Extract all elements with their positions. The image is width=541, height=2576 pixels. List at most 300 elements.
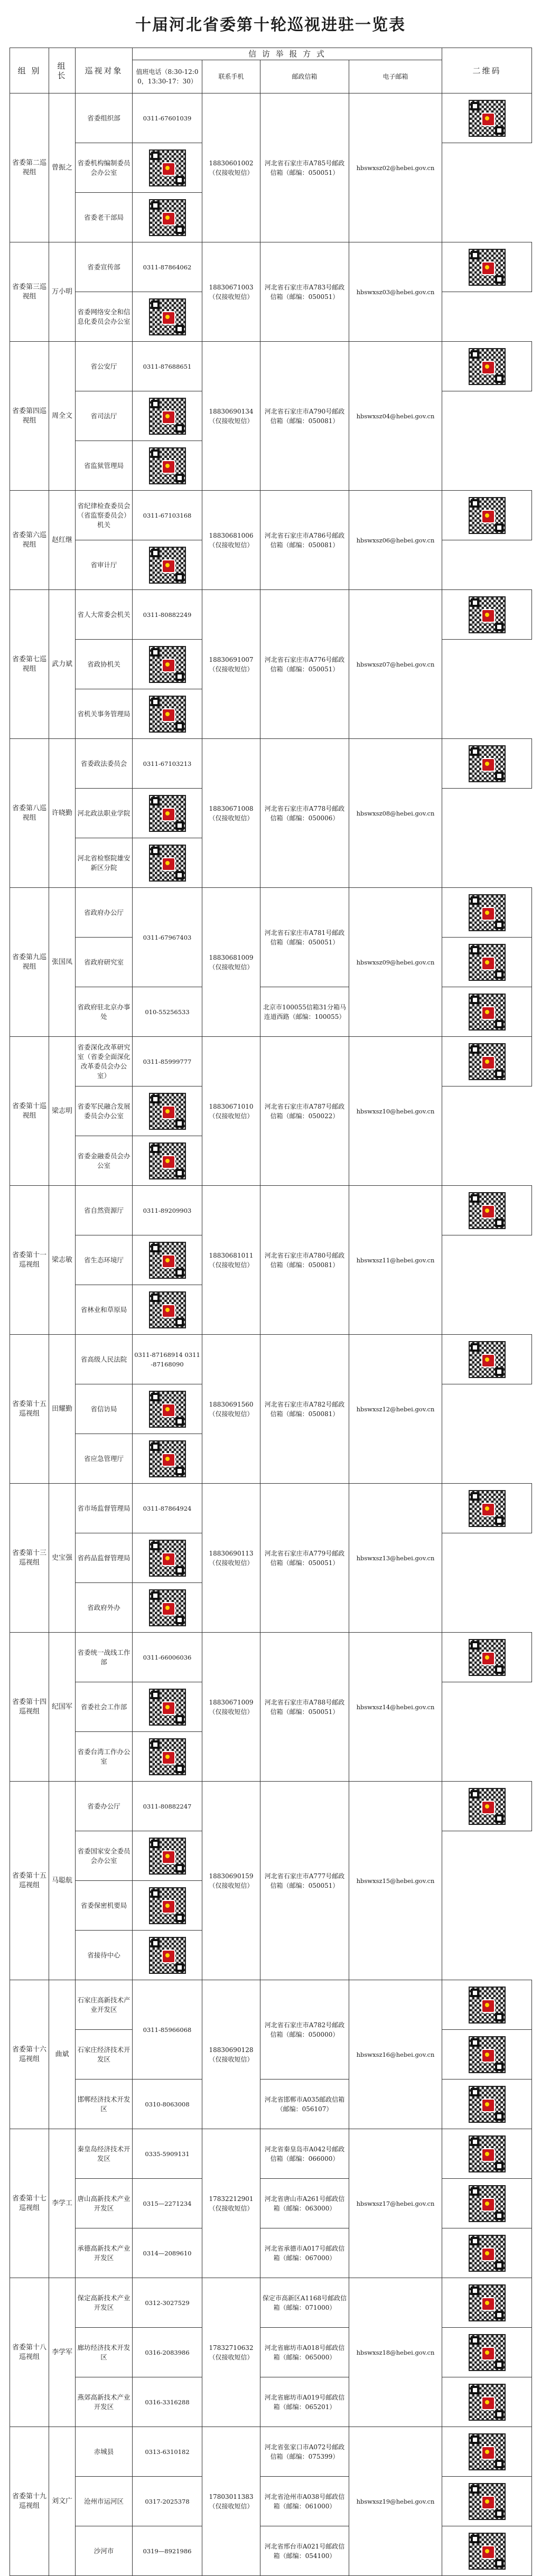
table-row [10,1335,532,1384]
duty-phone: 0315—2271234 [133,2179,202,2228]
qr-code-icon[interactable] [469,745,506,782]
group-name: 省委第七巡视组 [10,590,49,739]
email-address: hbswxsz07@hebei.gov.cn [349,590,442,739]
table-row [10,2377,532,2427]
postal-box: 河北省唐山市A261号邮政信箱（邮编：063000） [260,2179,349,2228]
emblem-icon [162,857,175,871]
duty-phone: 0311-87168914 0311-87168090 [133,1335,202,1384]
qr-code-icon[interactable] [149,845,186,882]
qr-code-cell [133,193,202,242]
qr-code-icon[interactable] [149,398,186,435]
qr-code-cell [133,1533,202,1583]
table-row [10,342,532,391]
emblem-icon [162,1453,175,1467]
qr-code-icon[interactable] [149,1093,186,1130]
group-name: 省委第三巡视组 [10,242,49,342]
col-header-address: 邮政信箱 [260,60,349,93]
table-row [10,2427,532,2477]
qr-code-icon[interactable] [469,1490,506,1527]
inspection-target: 省信访局 [76,1384,133,1434]
emblem-icon [162,1254,175,1268]
email-address: hbswxsz16@hebei.gov.cn [349,1980,442,2129]
duty-phone: 0311-85966068 [133,1980,202,2079]
inspection-target: 省生态环境厅 [76,1235,133,1285]
qr-code-cell [442,590,532,640]
table-row [10,242,532,292]
emblem-icon [162,1403,175,1417]
table-row [10,2129,532,2179]
group-leader: 纪国军 [49,1633,76,1782]
emblem-icon [481,957,495,970]
email-address: hbswxsz14@hebei.gov.cn [349,1633,442,1782]
duty-phone: 0311-85999777 [133,1037,202,1086]
qr-code-cell [133,1384,202,1434]
qr-code-icon[interactable] [469,2086,506,2123]
qr-code-cell [442,1980,532,2030]
qr-code-icon[interactable] [469,249,506,286]
table-row [10,2278,532,2328]
emblem-icon [162,559,175,573]
qr-code-cell [442,1782,532,1831]
duty-phone: 0311-87864062 [133,242,202,292]
group-leader: 曾振之 [49,93,76,242]
qr-code-cell [442,739,532,789]
contact-mobile: 17832710632（仅接收短信） [202,2278,260,2427]
inspection-target: 沙河市 [76,2526,133,2576]
qr-code-icon[interactable] [469,348,506,385]
postal-box: 河北省石家庄市A786号邮政信箱（邮编：050081） [260,491,349,590]
emblem-icon [162,1106,175,1119]
table-row [10,2079,532,2129]
inspection-target: 省应急管理厅 [76,1434,133,1484]
col-header-email: 电子邮箱 [349,60,442,93]
postal-box: 河北省石家庄市A776号邮政信箱（邮编：050051） [260,590,349,739]
group-name: 省委第十巡视组 [10,1037,49,1186]
qr-code-cell [133,1732,202,1782]
qr-code-icon[interactable] [469,2533,506,2570]
contact-mobile: 18830690113（仅接收短信） [202,1484,260,1633]
inspection-target: 省委机构编制委员会办公室 [76,143,133,193]
postal-box: 河北省石家庄市A788号邮政信箱（邮编：050051） [260,1633,349,1782]
qr-code-icon[interactable] [469,1639,506,1676]
emblem-icon [162,659,175,672]
qr-code-icon[interactable] [469,2483,506,2520]
qr-code-icon[interactable] [149,646,186,683]
emblem-icon [162,212,175,226]
emblem-icon [481,1205,495,1219]
inspection-target: 省政府研究室 [76,938,133,987]
qr-code-cell [133,1881,202,1931]
qr-code-icon[interactable] [149,1937,186,1974]
qr-code-cell [442,2129,532,2179]
contact-mobile: 18830671010（仅接收短信） [202,1037,260,1186]
inspection-target: 省监狱管理局 [76,441,133,491]
group-leader: 周全文 [49,342,76,491]
col-header-target: 巡视对象 [76,48,133,93]
postal-box: 河北省承德市A017号邮政信箱（邮编：067000） [260,2228,349,2278]
emblem-icon [162,1850,175,1864]
emblem-icon [481,1652,495,1665]
qr-code-cell [442,342,532,391]
qr-code-cell [442,93,532,143]
duty-phone: 0311-67103168 [133,491,202,540]
qr-code-icon[interactable] [469,1987,506,2024]
qr-code-cell [133,689,202,739]
table-row [10,739,532,789]
inspection-table [10,48,532,2576]
duty-phone: 0311-67601039 [133,93,202,143]
inspection-target: 省委统一战线工作部 [76,1633,133,1682]
postal-box: 河北省廊坊市A018号邮政信箱（邮编：065000） [260,2328,349,2377]
emblem-icon [481,2049,495,2063]
inspection-target: 省委政法委员会 [76,739,133,789]
qr-code-cell [133,1235,202,1285]
qr-code-cell [133,391,202,441]
table-row [10,1037,532,1086]
page-title: 十届河北省委第十轮巡视进驻一览表 [135,16,406,34]
qr-code-cell [442,2477,532,2526]
emblem-icon [481,2198,495,2212]
qr-code-cell [442,1186,532,1235]
inspection-target: 承德高新技术产业开发区 [76,2228,133,2278]
emblem-icon [162,808,175,821]
emblem-icon [162,311,175,325]
postal-box: 河北省石家庄市A781号邮政信箱（邮编：050051） [260,888,349,987]
qr-code-icon[interactable] [149,1689,186,1726]
inspection-target: 省政协机关 [76,640,133,689]
inspection-target: 石家庄高新技术产业开发区 [76,1980,133,2030]
qr-code-icon[interactable] [149,547,186,584]
inspection-target: 省药品监督管理局 [76,1533,133,1583]
qr-code-cell [133,1086,202,1136]
col-header-qr: 二维码 [442,48,532,93]
emblem-icon [481,1999,495,2013]
group-leader: 李学军 [49,2278,76,2427]
table-row [10,590,532,640]
inspection-target: 省司法厅 [76,391,133,441]
postal-box: 北京市100055信箱31分箱马连道西路（邮编：100055） [260,987,349,1037]
inspection-target: 廊坊经济技术开发区 [76,2328,133,2377]
email-address: hbswxsz04@hebei.gov.cn [349,342,442,491]
table-row [10,491,532,540]
duty-phone: 0316-3316288 [133,2377,202,2427]
postal-box: 河北省石家庄市A785号邮政信箱（邮编：050051） [260,93,349,242]
inspection-target: 省委社会工作部 [76,1682,133,1732]
inspection-target: 省委办公厅 [76,1782,133,1831]
qr-code-cell [442,2377,532,2427]
col-header-leader: 组 长 [49,48,76,93]
qr-code-icon[interactable] [149,447,186,484]
inspection-target: 省委宣传部 [76,242,133,292]
duty-phone: 0335-5909131 [133,2129,202,2179]
group-name: 省委第十一巡视组 [10,1186,49,1335]
group-name: 省委第十八巡视组 [10,2278,49,2427]
group-leader: 梁志明 [49,1037,76,1186]
inspection-target: 省政府外办 [76,1583,133,1633]
col-header-group: 组 别 [10,48,49,93]
postal-box: 河北省石家庄市A780号邮政信箱（邮编：050081） [260,1186,349,1335]
emblem-icon [162,1900,175,1914]
qr-code-icon[interactable] [149,1738,186,1775]
qr-code-cell [133,1931,202,1980]
emblem-icon [481,1503,495,1516]
qr-code-icon[interactable] [149,696,186,733]
group-leader: 李学工 [49,2129,76,2278]
duty-phone: 0311-89209903 [133,1186,202,1235]
email-address: hbswxsz11@hebei.gov.cn [349,1186,442,1335]
qr-code-icon[interactable] [469,894,506,931]
inspection-target: 省委网络安全和信息化委员会办公室 [76,292,133,342]
emblem-icon [162,1304,175,1318]
table-row [10,987,532,1037]
qr-code-icon[interactable] [469,2433,506,2470]
contact-mobile: 18830691560（仅接收短信） [202,1335,260,1484]
group-leader: 许晓勤 [49,739,76,888]
qr-code-icon[interactable] [149,149,186,186]
qr-code-icon[interactable] [149,1440,186,1477]
inspection-target: 邯郸经济技术开发区 [76,2079,133,2129]
emblem-icon [481,2247,495,2261]
qr-code-icon[interactable] [469,2284,506,2321]
qr-code-icon[interactable] [149,1540,186,1577]
email-address: hbswxsz15@hebei.gov.cn [349,1782,442,1980]
emblem-icon [481,261,495,275]
qr-code-cell [442,1633,532,1682]
emblem-icon [162,1552,175,1566]
emblem-icon [481,907,495,921]
qr-code-cell [133,838,202,888]
qr-code-cell [133,1682,202,1732]
group-name: 省委第四巡视组 [10,342,49,491]
inspection-target: 省政府办公厅 [76,888,133,938]
qr-code-icon[interactable] [469,1043,506,1080]
col-header-mobile: 联系手机 [202,60,260,93]
contact-mobile: 18830601002（仅接收短信） [202,93,260,242]
emblem-icon [481,1056,495,1070]
inspection-target: 省接待中心 [76,1931,133,1980]
col-header-phone: 值班电话（8:30-12:00，13:30-17：30） [133,60,202,93]
inspection-target: 沧州市运河区 [76,2477,133,2526]
qr-code-icon[interactable] [469,944,506,981]
contact-mobile: 18830690128（仅接收短信） [202,1980,260,2129]
qr-code-icon[interactable] [149,795,186,832]
qr-code-icon[interactable] [149,1142,186,1179]
table-row [10,2526,532,2576]
qr-code-icon[interactable] [469,1788,506,1825]
qr-code-icon[interactable] [149,298,186,335]
contact-mobile: 18830681006（仅接收短信） [202,491,260,590]
qr-code-icon[interactable] [469,2334,506,2371]
group-name: 省委第十七巡视组 [10,2129,49,2278]
group-name: 省委第九巡视组 [10,888,49,1037]
inspection-target: 省委组织部 [76,93,133,143]
qr-code-cell [133,1583,202,1633]
qr-code-cell [133,789,202,838]
qr-code-icon[interactable] [469,497,506,534]
group-leader: 张国凤 [49,888,76,1037]
table-row [10,1782,532,1831]
group-leader: 田耀勤 [49,1335,76,1484]
email-address: hbswxsz18@hebei.gov.cn [349,2278,442,2427]
inspection-target: 省政府驻北京办事处 [76,987,133,1037]
table-row [10,888,532,938]
qr-code-icon[interactable] [149,1242,186,1279]
emblem-icon [481,2396,495,2410]
group-name: 省委第六巡视组 [10,491,49,590]
contact-mobile: 18830671008（仅接收短信） [202,739,260,888]
inspection-target: 燕郊高新技术产业开发区 [76,2377,133,2427]
contact-mobile: 18830691007（仅接收短信） [202,590,260,739]
inspection-target: 省人大常委会机关 [76,590,133,640]
table-row [10,1186,532,1235]
group-name: 省委第十九巡视组 [10,2427,49,2576]
group-name: 省委第十四巡视组 [10,1633,49,1782]
emblem-icon [481,2545,495,2559]
inspection-target: 秦皇岛经济技术开发区 [76,2129,133,2179]
emblem-icon [481,609,495,623]
qr-code-icon[interactable] [469,2235,506,2272]
qr-code-icon[interactable] [469,994,506,1031]
postal-box: 河北省廊坊市A019号邮政信箱（邮编：065201） [260,2377,349,2427]
qr-code-cell [133,640,202,689]
contact-mobile: 18830671003（仅接收短信） [202,242,260,342]
emblem-icon [162,1950,175,1963]
contact-mobile: 17832212901（仅接收短信） [202,2129,260,2278]
qr-code-icon[interactable] [469,1192,506,1229]
inspection-target: 省公安厅 [76,342,133,391]
qr-code-cell [133,1831,202,1881]
qr-code-cell [133,143,202,193]
qr-code-cell [133,292,202,342]
emblem-icon [481,113,495,126]
qr-code-cell [133,1136,202,1186]
table-row [10,93,532,143]
emblem-icon [481,1354,495,1367]
duty-phone: 0317-2025378 [133,2477,202,2526]
duty-phone: 0311-66006036 [133,1633,202,1682]
qr-code-icon[interactable] [469,100,506,137]
postal-box: 河北省沧州市A038号邮政信箱（邮编：061000） [260,2477,349,2526]
group-leader: 马聪航 [49,1782,76,1980]
inspection-target: 石家庄经济技术开发区 [76,2030,133,2079]
emblem-icon [481,2347,495,2360]
postal-box: 河北省邯郸市A035邮政信箱（邮编：056107） [260,2079,349,2129]
inspection-target: 河北省检察院雄安新区分院 [76,838,133,888]
inspection-target: 省委军民融合发展委员会办公室 [76,1086,133,1136]
inspection-target: 省市场监督管理局 [76,1484,133,1533]
qr-code-icon[interactable] [469,2384,506,2421]
duty-phone: 0311-80882249 [133,590,202,640]
emblem-icon [481,2446,495,2460]
duty-phone: 0311-87864924 [133,1484,202,1533]
email-address: hbswxsz08@hebei.gov.cn [349,739,442,888]
postal-box: 河北省石家庄市A783号邮政信箱（邮编：050051） [260,242,349,342]
group-name: 省委第二巡视组 [10,93,49,242]
table-row [10,1633,532,1682]
contact-mobile: 18830690134（仅接收短信） [202,342,260,491]
contact-mobile: 17803011383（仅接收短信） [202,2427,260,2576]
duty-phone: 0313-6310182 [133,2427,202,2477]
qr-code-cell [133,540,202,590]
emblem-icon [481,2496,495,2509]
table-row [10,1980,532,2030]
email-address: hbswxsz06@hebei.gov.cn [349,491,442,590]
table-row [10,2179,532,2228]
emblem-icon [162,1701,175,1715]
qr-code-cell [133,1434,202,1484]
group-leader: 武力斌 [49,590,76,739]
email-address: hbswxsz12@hebei.gov.cn [349,1335,442,1484]
emblem-icon [481,2099,495,2112]
group-leader: 曲斌 [49,1980,76,2129]
email-address: hbswxsz09@hebei.gov.cn [349,888,442,1037]
postal-box: 河北省石家庄市A782号邮政信箱（邮编：050000） [260,1980,349,2079]
qr-code-cell [442,938,532,987]
inspection-target: 河北政法职业学院 [76,789,133,838]
qr-code-cell [442,2228,532,2278]
table-row [10,2228,532,2278]
duty-phone: 0314—2089610 [133,2228,202,2278]
group-leader: 赵红继 [49,491,76,590]
email-address: hbswxsz02@hebei.gov.cn [349,93,442,242]
group-name: 省委第八巡视组 [10,739,49,888]
qr-code-icon[interactable] [149,1589,186,1626]
qr-code-icon[interactable] [149,1838,186,1875]
emblem-icon [162,1602,175,1616]
qr-code-icon[interactable] [149,1887,186,1924]
inspection-target: 省委金融委员会办公室 [76,1136,133,1186]
qr-code-icon[interactable] [149,1391,186,1428]
col-header-contact: 信 访 举 报 方 式 [133,48,442,60]
inspection-target: 保定高新技术产业开发区 [76,2278,133,2328]
group-leader: 梁志敏 [49,1186,76,1335]
qr-code-cell [442,888,532,938]
qr-code-icon[interactable] [469,2135,506,2172]
postal-box: 河北省张家口市A072号邮政信箱（邮编：075399） [260,2427,349,2477]
emblem-icon [481,1006,495,1020]
postal-box: 河北省邢台市A021号邮政信箱（邮编：054100） [260,2526,349,2576]
qr-code-icon[interactable] [149,199,186,236]
postal-box: 保定市高新区A1168号邮政信箱（邮编：071000） [260,2278,349,2328]
qr-code-cell [442,2328,532,2377]
qr-code-icon[interactable] [469,2185,506,2222]
inspection-target: 省高级人民法院 [76,1335,133,1384]
inspection-target: 省委国家安全委员会办公室 [76,1831,133,1881]
emblem-icon [162,410,175,424]
contact-mobile: 18830690159（仅接收短信） [202,1782,260,1980]
email-address: hbswxsz03@hebei.gov.cn [349,242,442,342]
qr-code-icon[interactable] [149,1291,186,1328]
inspection-target: 赤城县 [76,2427,133,2477]
emblem-icon [481,361,495,374]
inspection-target: 省委老干部局 [76,193,133,242]
group-name: 省委第十六巡视组 [10,1980,49,2129]
inspection-target: 省委深化改革研究室（省委全面深化改革委员会办公室） [76,1037,133,1086]
group-name: 省委第十三巡视组 [10,1484,49,1633]
postal-box: 河北省石家庄市A790号邮政信箱（邮编：050081） [260,342,349,491]
qr-code-icon[interactable] [469,2036,506,2073]
inspection-target: 省林业和草原局 [76,1285,133,1335]
qr-code-icon[interactable] [469,596,506,633]
qr-code-icon[interactable] [469,1341,506,1378]
duty-phone: 010-55256533 [133,987,202,1037]
contact-mobile: 18830681011（仅接收短信） [202,1186,260,1335]
qr-code-cell [442,2526,532,2576]
duty-phone: 0311-67967403 [133,888,202,987]
email-address: hbswxsz10@hebei.gov.cn [349,1037,442,1186]
qr-code-cell [133,441,202,491]
duty-phone: 0311-87688651 [133,342,202,391]
